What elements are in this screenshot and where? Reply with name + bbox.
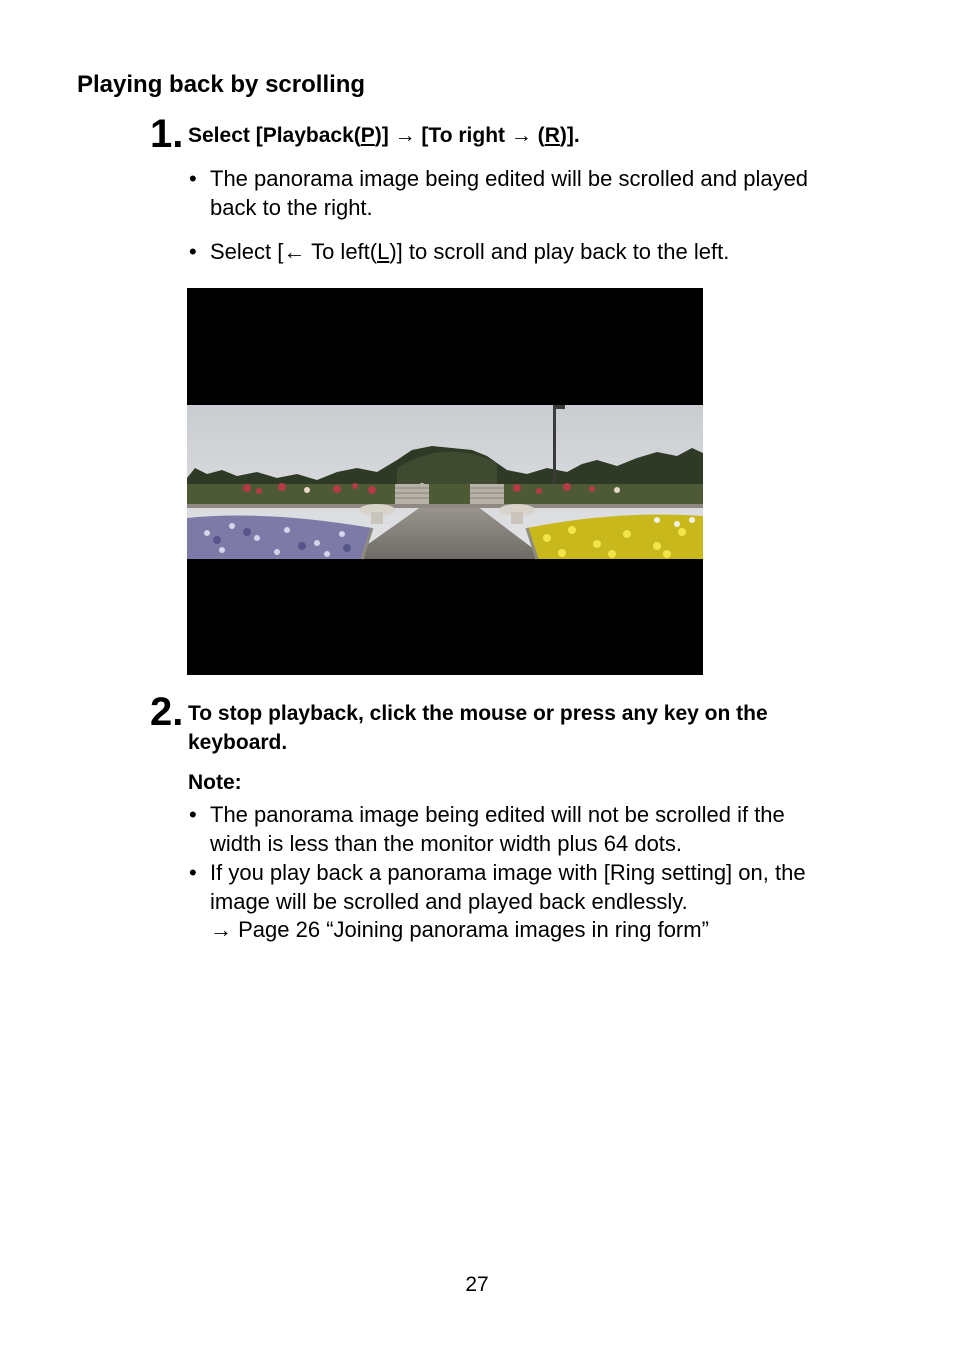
note-item-ring-setting [189,858,880,916]
page-number: 27 [465,1273,489,1296]
note-line: The panorama image being edited will not be scrolled if the [210,802,785,827]
section-title: Playing back by scrolling [77,71,366,98]
bullet-line: The panorama image being edited will be scrolled and played [210,166,809,191]
step-2-number: 2. [150,690,184,734]
to-left-key-l: L [377,239,390,264]
bullet-dot: • [189,239,197,264]
bullet-scroll-left [189,237,880,266]
bullet-dot: • [189,860,197,885]
step-1-text-pre: Select [Playback( [188,124,361,147]
note-heading: Note: [188,771,242,794]
step-1-number: 1. [150,112,184,156]
bullet-text-pre: Select [← To left( [210,239,378,264]
note-line: image will be scrolled and played back endlessly. [210,889,688,914]
page-reference: → Page 26 “Joining panorama images in ring form” [210,917,709,942]
to-right-key-r: R [544,124,560,147]
bullet-line [210,237,880,266]
bullet-line: back to the right. [210,195,373,220]
bullet-dot: • [189,166,197,191]
step-1-instruction [188,121,580,150]
note-item-scroll-width [189,800,880,858]
note-line: width is less than the monitor width plus 64 dots. [210,831,683,856]
playback-key-p: P [360,124,375,147]
bullet-dot: • [189,802,197,827]
step-2-instruction [188,699,768,757]
step-2-line: keyboard. [188,731,288,754]
panorama-garden-illustration [187,288,703,675]
panorama-playback-image [187,288,703,675]
note-line: If you play back a panorama image with [Ring setting] on, the [210,860,806,885]
bullet-scroll-right [189,164,880,222]
step-1-text-mid: )] → [To right → ( [374,124,545,147]
step-2-line: To stop playback, click the mouse or press any key on the [188,702,768,725]
step-1-text-post: )]. [559,124,580,147]
bullet-text-post: )] to scroll and play back to the left. [389,239,730,264]
